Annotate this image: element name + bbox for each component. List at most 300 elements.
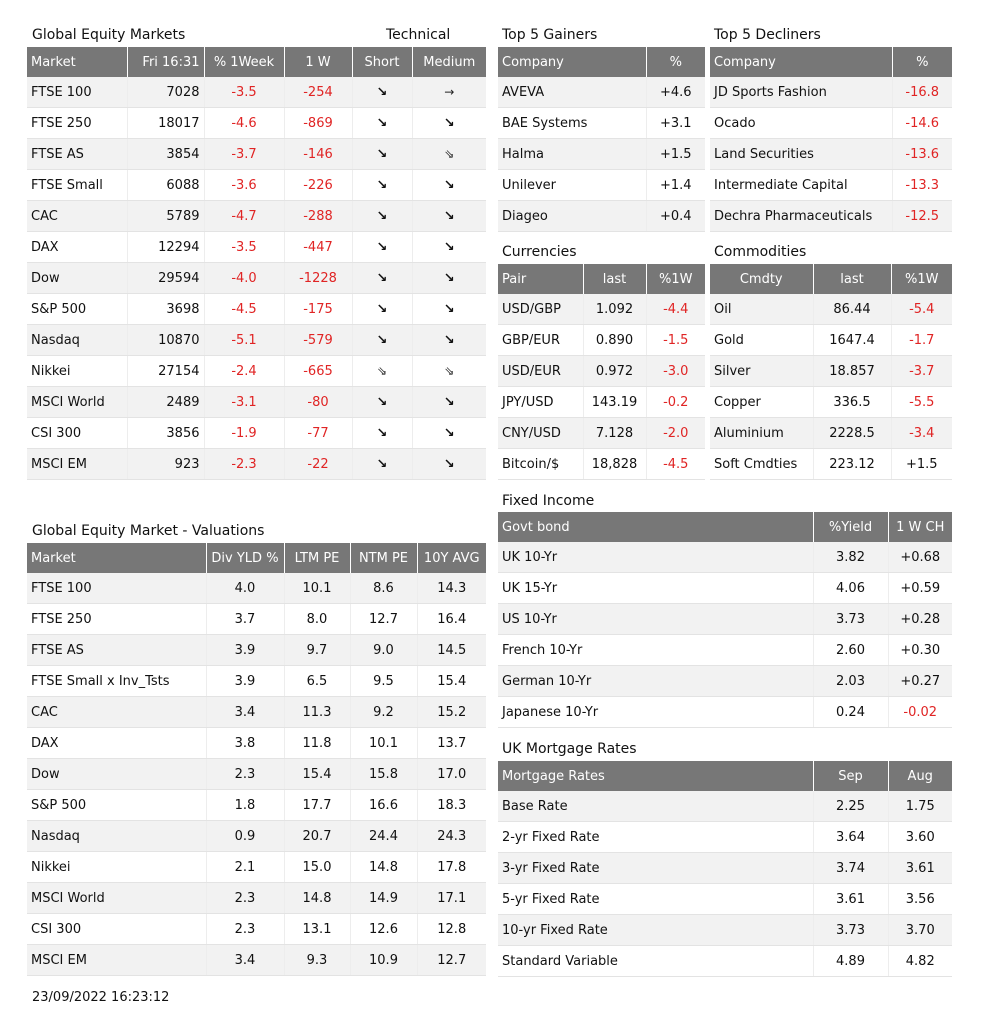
equity-price: 10870 <box>127 325 204 356</box>
equity-market: Nikkei <box>27 356 127 387</box>
valuations-row <box>27 790 486 821</box>
fixed-income-table <box>498 512 952 728</box>
mortgage-aug: 3.56 <box>888 884 952 915</box>
gainers-col-pct: % <box>646 47 705 77</box>
commodities-row <box>710 325 952 356</box>
valuations-avg: 12.8 <box>417 914 486 945</box>
mortgage-sep: 4.89 <box>813 946 888 977</box>
equity-row <box>27 170 486 201</box>
equity-short <box>352 263 412 294</box>
fixed-income-ch: -0.02 <box>888 697 952 728</box>
equity-markets-table <box>27 47 486 480</box>
fixed-income-yield: 2.60 <box>813 635 888 666</box>
trend-down-icon: ↘ <box>376 425 388 441</box>
gainers-title: Top 5 Gainers <box>502 27 598 43</box>
valuations-div: 2.3 <box>206 914 284 945</box>
fixed-income-row <box>498 604 952 635</box>
fixed-income-bond: French 10-Yr <box>498 635 813 666</box>
trend-down-icon: ↘ <box>376 332 388 348</box>
equity-w: -175 <box>284 294 352 325</box>
equity-pct: -4.7 <box>204 201 284 232</box>
trend-down-icon: ↘ <box>443 301 455 317</box>
commodities-row <box>710 418 952 449</box>
currencies-pair: USD/EUR <box>498 356 583 387</box>
equity-market: Dow <box>27 263 127 294</box>
valuations-col-div: Div YLD % <box>206 543 284 573</box>
equity-short <box>352 201 412 232</box>
equity-row <box>27 77 486 108</box>
equity-price: 2489 <box>127 387 204 418</box>
valuations-div: 3.7 <box>206 604 284 635</box>
currencies-last: 0.972 <box>583 356 646 387</box>
equity-price: 18017 <box>127 108 204 139</box>
equity-markets-title: Global Equity Markets <box>32 27 186 43</box>
commodities-col-pct: %1W <box>891 264 952 294</box>
decliners-row <box>710 170 952 201</box>
commodities-last: 86.44 <box>813 294 891 325</box>
equity-w: -288 <box>284 201 352 232</box>
currencies-col-last: last <box>583 264 646 294</box>
decliners-col-pct: % <box>892 47 952 77</box>
currencies-last: 18,828 <box>583 449 646 480</box>
mortgage-name: Base Rate <box>498 791 813 822</box>
currencies-row <box>498 356 705 387</box>
valuations-avg: 13.7 <box>417 728 486 759</box>
equity-w: -80 <box>284 387 352 418</box>
mortgage-row <box>498 791 952 822</box>
equity-price: 923 <box>127 449 204 480</box>
gainers-row <box>498 201 705 232</box>
trend-down-icon: ↘ <box>443 177 455 193</box>
commodities-name: Copper <box>710 387 813 418</box>
equity-pct: -4.0 <box>204 263 284 294</box>
gainers-company: BAE Systems <box>498 108 646 139</box>
currencies-pct: -4.4 <box>646 294 705 325</box>
decliners-row <box>710 108 952 139</box>
valuations-row <box>27 604 486 635</box>
equity-medium <box>412 139 486 170</box>
equity-pct: -4.6 <box>204 108 284 139</box>
equity-market: FTSE 100 <box>27 77 127 108</box>
decliners-pct: -13.6 <box>892 139 952 170</box>
valuations-row <box>27 666 486 697</box>
equity-w: -226 <box>284 170 352 201</box>
valuations-ntm: 16.6 <box>350 790 417 821</box>
mortgage-name: 10-yr Fixed Rate <box>498 915 813 946</box>
valuations-col-avg: 10Y AVG <box>417 543 486 573</box>
decliners-pct: -13.3 <box>892 170 952 201</box>
fixed-income-ch: +0.59 <box>888 573 952 604</box>
col-pct-week: % 1Week <box>204 47 284 77</box>
currencies-col-pct: %1W <box>646 264 705 294</box>
mortgage-col-aug: Aug <box>888 761 952 791</box>
fixed-income-title: Fixed Income <box>502 493 595 509</box>
currencies-pair: JPY/USD <box>498 387 583 418</box>
mortgage-name: 2-yr Fixed Rate <box>498 822 813 853</box>
valuations-ltm: 15.4 <box>284 759 350 790</box>
equity-pct: -5.1 <box>204 325 284 356</box>
gainers-row <box>498 139 705 170</box>
equity-market: FTSE AS <box>27 139 127 170</box>
timestamp: 23/09/2022 16:23:12 <box>32 990 170 1005</box>
equity-row <box>27 263 486 294</box>
valuations-ntm: 14.9 <box>350 883 417 914</box>
trend-down-outline-icon: ⇘ <box>444 146 455 161</box>
fixed-income-ch: +0.68 <box>888 542 952 573</box>
fixed-income-col-ch: 1 W CH <box>888 512 952 542</box>
equity-w: -447 <box>284 232 352 263</box>
valuations-row <box>27 914 486 945</box>
trend-down-icon: ↘ <box>376 456 388 472</box>
commodities-row <box>710 387 952 418</box>
fixed-income-ch: +0.27 <box>888 666 952 697</box>
trend-down-icon: ↘ <box>443 456 455 472</box>
equity-short <box>352 294 412 325</box>
mortgage-sep: 3.74 <box>813 853 888 884</box>
fixed-income-col-yield: %Yield <box>813 512 888 542</box>
equity-medium <box>412 108 486 139</box>
equity-w: -1228 <box>284 263 352 294</box>
commodities-col-name: Cmdty <box>710 264 813 294</box>
col-1w: 1 W <box>284 47 352 77</box>
equity-short <box>352 418 412 449</box>
equity-market: CAC <box>27 201 127 232</box>
valuations-div: 2.3 <box>206 883 284 914</box>
valuations-row <box>27 759 486 790</box>
trend-down-icon: ↘ <box>443 394 455 410</box>
valuations-row <box>27 821 486 852</box>
currencies-last: 1.092 <box>583 294 646 325</box>
currencies-pair: USD/GBP <box>498 294 583 325</box>
equity-row <box>27 108 486 139</box>
equity-w: -579 <box>284 325 352 356</box>
currencies-pair: GBP/EUR <box>498 325 583 356</box>
equity-pct: -2.3 <box>204 449 284 480</box>
decliners-pct: -14.6 <box>892 108 952 139</box>
equity-medium <box>412 232 486 263</box>
fixed-income-row <box>498 542 952 573</box>
commodities-row <box>710 356 952 387</box>
valuations-ntm: 9.5 <box>350 666 417 697</box>
valuations-market: Nikkei <box>27 852 206 883</box>
valuations-market: DAX <box>27 728 206 759</box>
trend-down-icon: ↘ <box>376 84 388 100</box>
valuations-market: FTSE 250 <box>27 604 206 635</box>
valuations-col-ntm: NTM PE <box>350 543 417 573</box>
col-short: Short <box>352 47 412 77</box>
valuations-ntm: 9.0 <box>350 635 417 666</box>
equity-market: FTSE Small <box>27 170 127 201</box>
col-price: Fri 16:31 <box>127 47 204 77</box>
equity-row <box>27 232 486 263</box>
equity-w: -22 <box>284 449 352 480</box>
valuations-ntm: 10.1 <box>350 728 417 759</box>
commodities-pct: -5.5 <box>891 387 952 418</box>
valuations-row <box>27 852 486 883</box>
fixed-income-bond: UK 10-Yr <box>498 542 813 573</box>
valuations-div: 4.0 <box>206 573 284 604</box>
trend-down-icon: ↘ <box>376 115 388 131</box>
decliners-company: Dechra Pharmaceuticals <box>710 201 892 232</box>
valuations-ntm: 8.6 <box>350 573 417 604</box>
mortgage-col-name: Mortgage Rates <box>498 761 813 791</box>
valuations-avg: 17.1 <box>417 883 486 914</box>
fixed-income-col-bond: Govt bond <box>498 512 813 542</box>
valuations-row <box>27 945 486 976</box>
currencies-row <box>498 325 705 356</box>
equity-row <box>27 418 486 449</box>
equity-short <box>352 77 412 108</box>
gainers-row <box>498 170 705 201</box>
mortgage-col-sep: Sep <box>813 761 888 791</box>
equity-price: 12294 <box>127 232 204 263</box>
equity-w: -146 <box>284 139 352 170</box>
valuations-div: 2.1 <box>206 852 284 883</box>
valuations-ltm: 20.7 <box>284 821 350 852</box>
decliners-table <box>710 47 952 232</box>
valuations-avg: 14.5 <box>417 635 486 666</box>
valuations-div: 3.4 <box>206 945 284 976</box>
valuations-ntm: 9.2 <box>350 697 417 728</box>
currencies-row <box>498 449 705 480</box>
valuations-market: FTSE 100 <box>27 573 206 604</box>
valuations-ltm: 17.7 <box>284 790 350 821</box>
equity-short <box>352 170 412 201</box>
equity-medium <box>412 170 486 201</box>
trend-down-icon: ↘ <box>376 270 388 286</box>
equity-short <box>352 356 412 387</box>
fixed-income-bond: German 10-Yr <box>498 666 813 697</box>
equity-medium <box>412 201 486 232</box>
equity-row <box>27 387 486 418</box>
valuations-ltm: 6.5 <box>284 666 350 697</box>
trend-down-icon: ↘ <box>376 208 388 224</box>
valuations-market: Nasdaq <box>27 821 206 852</box>
valuations-ntm: 10.9 <box>350 945 417 976</box>
currencies-pair: CNY/USD <box>498 418 583 449</box>
gainers-pct: +0.4 <box>646 201 705 232</box>
equity-medium <box>412 325 486 356</box>
valuations-div: 1.8 <box>206 790 284 821</box>
commodities-name: Silver <box>710 356 813 387</box>
mortgage-aug: 3.70 <box>888 915 952 946</box>
mortgage-row <box>498 822 952 853</box>
equity-market: DAX <box>27 232 127 263</box>
fixed-income-yield: 4.06 <box>813 573 888 604</box>
equity-market: FTSE 250 <box>27 108 127 139</box>
gainers-table <box>498 47 705 232</box>
equity-market: Nasdaq <box>27 325 127 356</box>
commodities-last: 1647.4 <box>813 325 891 356</box>
fixed-income-ch: +0.30 <box>888 635 952 666</box>
valuations-ntm: 12.6 <box>350 914 417 945</box>
equity-medium <box>412 356 486 387</box>
valuations-ltm: 11.8 <box>284 728 350 759</box>
commodities-last: 336.5 <box>813 387 891 418</box>
equity-price: 5789 <box>127 201 204 232</box>
valuations-col-market: Market <box>27 543 206 573</box>
mortgage-table <box>498 761 952 977</box>
valuations-ltm: 8.0 <box>284 604 350 635</box>
equity-pct: -3.1 <box>204 387 284 418</box>
commodities-table <box>710 264 952 480</box>
equity-pct: -3.7 <box>204 139 284 170</box>
equity-medium <box>412 263 486 294</box>
commodities-row <box>710 294 952 325</box>
mortgage-name: 5-yr Fixed Rate <box>498 884 813 915</box>
commodities-pct: -1.7 <box>891 325 952 356</box>
mortgage-sep: 3.61 <box>813 884 888 915</box>
currencies-row <box>498 418 705 449</box>
decliners-row <box>710 77 952 108</box>
equity-medium <box>412 418 486 449</box>
equity-short <box>352 108 412 139</box>
commodities-last: 2228.5 <box>813 418 891 449</box>
fixed-income-yield: 3.73 <box>813 604 888 635</box>
currencies-title: Currencies <box>502 244 577 260</box>
trend-down-icon: ↘ <box>443 332 455 348</box>
equity-medium <box>412 449 486 480</box>
mortgage-sep: 3.73 <box>813 915 888 946</box>
currencies-pct: -1.5 <box>646 325 705 356</box>
gainers-company: Diageo <box>498 201 646 232</box>
valuations-market: S&P 500 <box>27 790 206 821</box>
currencies-row <box>498 294 705 325</box>
equity-short <box>352 232 412 263</box>
equity-price: 7028 <box>127 77 204 108</box>
mortgage-name: Standard Variable <box>498 946 813 977</box>
mortgage-aug: 1.75 <box>888 791 952 822</box>
fixed-income-row <box>498 666 952 697</box>
decliners-row <box>710 201 952 232</box>
commodities-col-last: last <box>813 264 891 294</box>
equity-row <box>27 325 486 356</box>
equity-w: -869 <box>284 108 352 139</box>
mortgage-sep: 3.64 <box>813 822 888 853</box>
equity-w: -665 <box>284 356 352 387</box>
equity-row <box>27 449 486 480</box>
trend-right-icon: → <box>444 84 455 99</box>
col-medium: Medium <box>412 47 486 77</box>
valuations-avg: 16.4 <box>417 604 486 635</box>
mortgage-sep: 2.25 <box>813 791 888 822</box>
valuations-div: 3.9 <box>206 666 284 697</box>
mortgage-name: 3-yr Fixed Rate <box>498 853 813 884</box>
trend-down-icon: ↘ <box>376 394 388 410</box>
decliners-pct: -12.5 <box>892 201 952 232</box>
gainers-pct: +1.4 <box>646 170 705 201</box>
valuations-market: MSCI EM <box>27 945 206 976</box>
gainers-pct: +3.1 <box>646 108 705 139</box>
valuations-table <box>27 543 486 976</box>
fixed-income-row <box>498 573 952 604</box>
trend-down-icon: ↘ <box>443 208 455 224</box>
valuations-ltm: 9.3 <box>284 945 350 976</box>
technical-label: Technical <box>386 27 451 43</box>
valuations-ntm: 14.8 <box>350 852 417 883</box>
gainers-row <box>498 108 705 139</box>
gainers-col-company: Company <box>498 47 646 77</box>
trend-down-outline-icon: ⇘ <box>444 363 455 378</box>
valuations-ntm: 12.7 <box>350 604 417 635</box>
trend-down-icon: ↘ <box>443 239 455 255</box>
valuations-avg: 14.3 <box>417 573 486 604</box>
fixed-income-yield: 3.82 <box>813 542 888 573</box>
equity-market: S&P 500 <box>27 294 127 325</box>
valuations-col-ltm: LTM PE <box>284 543 350 573</box>
currencies-last: 143.19 <box>583 387 646 418</box>
fixed-income-ch: +0.28 <box>888 604 952 635</box>
decliners-company: Land Securities <box>710 139 892 170</box>
valuations-div: 3.8 <box>206 728 284 759</box>
decliners-row <box>710 139 952 170</box>
valuations-avg: 15.2 <box>417 697 486 728</box>
equity-short <box>352 449 412 480</box>
valuations-avg: 18.3 <box>417 790 486 821</box>
commodities-last: 223.12 <box>813 449 891 480</box>
valuations-ltm: 10.1 <box>284 573 350 604</box>
valuations-market: MSCI World <box>27 883 206 914</box>
commodities-pct: +1.5 <box>891 449 952 480</box>
currencies-pct: -3.0 <box>646 356 705 387</box>
currencies-last: 0.890 <box>583 325 646 356</box>
equity-market: CSI 300 <box>27 418 127 449</box>
equity-row <box>27 294 486 325</box>
valuations-market: Dow <box>27 759 206 790</box>
valuations-title: Global Equity Market - Valuations <box>32 523 265 539</box>
currencies-table <box>498 264 705 480</box>
currencies-col-pair: Pair <box>498 264 583 294</box>
equity-w: -77 <box>284 418 352 449</box>
gainers-row <box>498 77 705 108</box>
valuations-avg: 12.7 <box>417 945 486 976</box>
valuations-div: 2.3 <box>206 759 284 790</box>
decliners-company: JD Sports Fashion <box>710 77 892 108</box>
fixed-income-yield: 2.03 <box>813 666 888 697</box>
gainers-company: Unilever <box>498 170 646 201</box>
valuations-ntm: 15.8 <box>350 759 417 790</box>
commodities-name: Aluminium <box>710 418 813 449</box>
equity-price: 29594 <box>127 263 204 294</box>
mortgage-title: UK Mortgage Rates <box>502 741 637 757</box>
decliners-pct: -16.8 <box>892 77 952 108</box>
mortgage-aug: 3.60 <box>888 822 952 853</box>
fixed-income-row <box>498 635 952 666</box>
commodities-name: Oil <box>710 294 813 325</box>
currencies-row <box>498 387 705 418</box>
trend-down-icon: ↘ <box>376 301 388 317</box>
commodities-pct: -3.7 <box>891 356 952 387</box>
equity-short <box>352 387 412 418</box>
valuations-ltm: 13.1 <box>284 914 350 945</box>
currencies-last: 7.128 <box>583 418 646 449</box>
trend-down-icon: ↘ <box>376 239 388 255</box>
equity-pct: -3.5 <box>204 232 284 263</box>
equity-market: MSCI EM <box>27 449 127 480</box>
gainers-company: Halma <box>498 139 646 170</box>
equity-medium <box>412 294 486 325</box>
equity-pct: -3.6 <box>204 170 284 201</box>
mortgage-aug: 3.61 <box>888 853 952 884</box>
valuations-div: 3.4 <box>206 697 284 728</box>
commodities-name: Gold <box>710 325 813 356</box>
equity-medium <box>412 77 486 108</box>
valuations-market: CAC <box>27 697 206 728</box>
col-market: Market <box>27 47 127 77</box>
trend-down-icon: ↘ <box>443 115 455 131</box>
equity-medium <box>412 387 486 418</box>
valuations-avg: 17.0 <box>417 759 486 790</box>
